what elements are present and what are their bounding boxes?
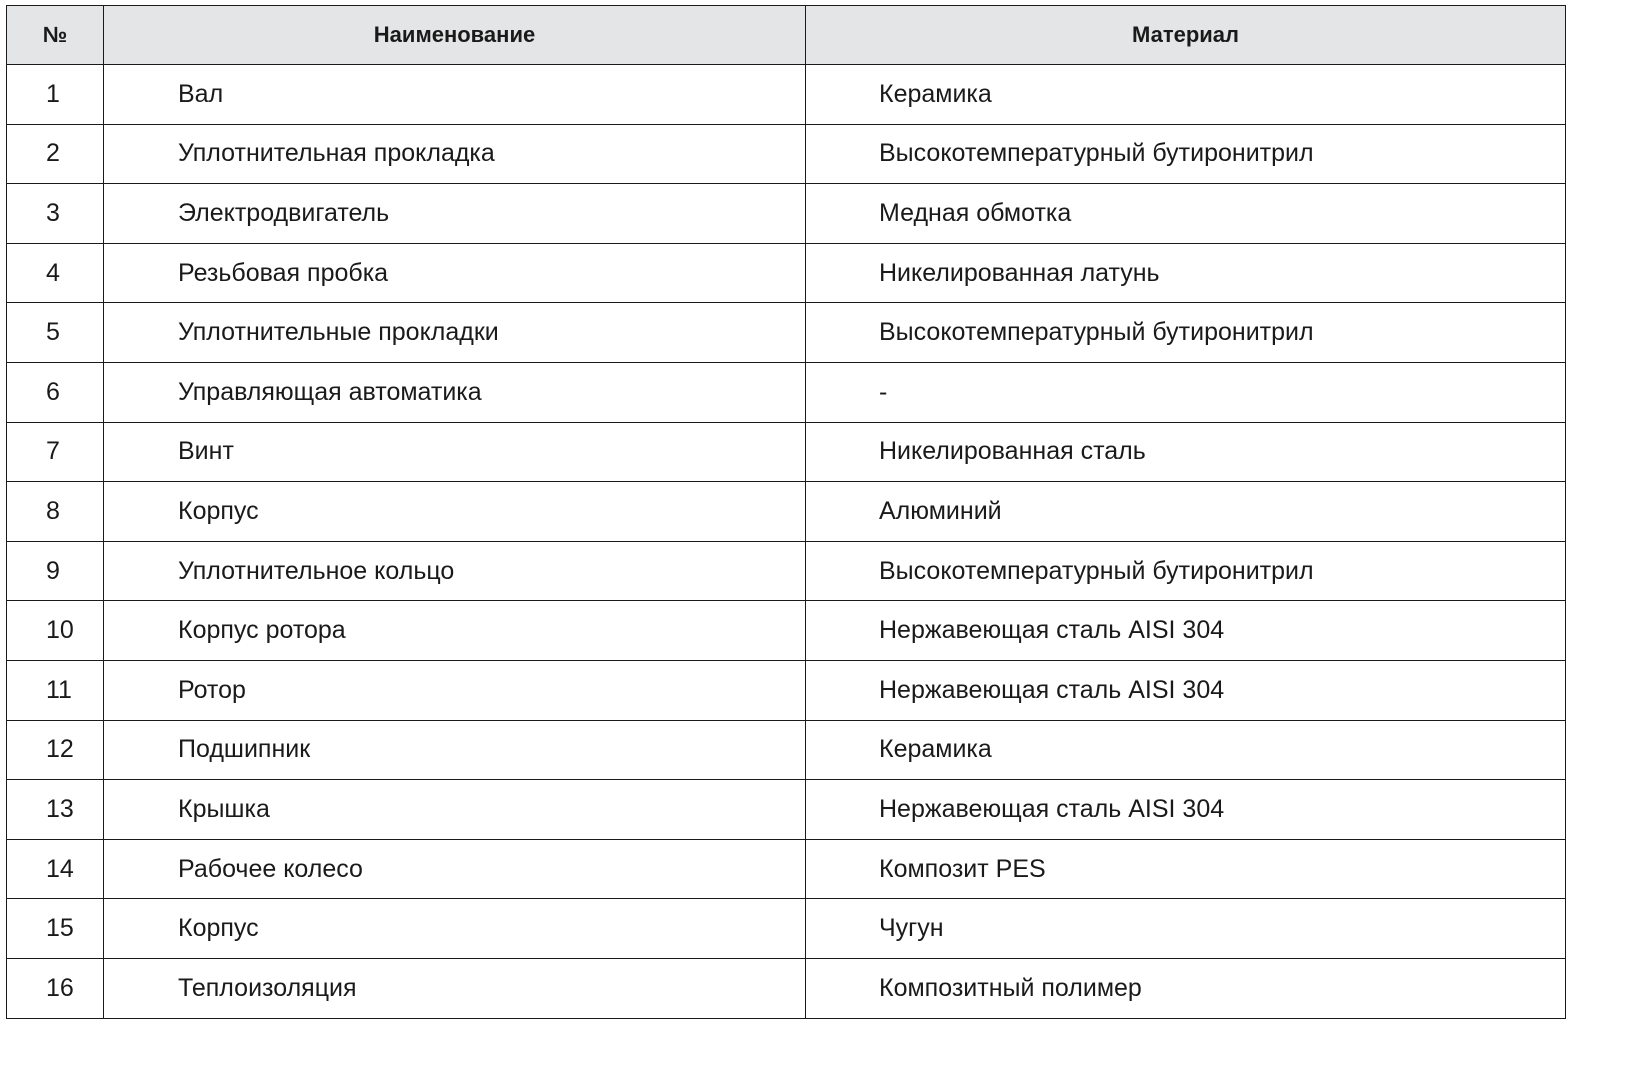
part-name: Уплотнительное кольцо: [104, 541, 806, 601]
row-number: 8: [7, 482, 104, 542]
part-material: Медная обмотка: [806, 184, 1566, 244]
row-number: 3: [7, 184, 104, 244]
part-material: Никелированная сталь: [806, 422, 1566, 482]
part-name: Рабочее колесо: [104, 839, 806, 899]
row-number: 1: [7, 65, 104, 125]
table-row: [7, 303, 1566, 363]
row-number: 12: [7, 720, 104, 780]
part-name: Корпус ротора: [104, 601, 806, 661]
part-material: Алюминий: [806, 482, 1566, 542]
part-material: Никелированная латунь: [806, 243, 1566, 303]
part-name: Винт: [104, 422, 806, 482]
row-number: 6: [7, 362, 104, 422]
table-row: [7, 780, 1566, 840]
part-material: Композит PES: [806, 839, 1566, 899]
table-row: [7, 482, 1566, 542]
parts-table: [6, 5, 1566, 1019]
row-number: 16: [7, 958, 104, 1018]
part-material: Нержавеющая сталь AISI 304: [806, 780, 1566, 840]
table-row: [7, 65, 1566, 125]
part-name: Корпус: [104, 482, 806, 542]
header-number: №: [7, 6, 104, 65]
part-name: Уплотнительная прокладка: [104, 124, 806, 184]
row-number: 4: [7, 243, 104, 303]
part-material: -: [806, 362, 1566, 422]
part-material: Композитный полимер: [806, 958, 1566, 1018]
part-name: Крышка: [104, 780, 806, 840]
part-name: Теплоизоляция: [104, 958, 806, 1018]
table-row: [7, 124, 1566, 184]
table-row: [7, 422, 1566, 482]
part-material: Нержавеющая сталь AISI 304: [806, 660, 1566, 720]
table-row: [7, 601, 1566, 661]
part-name: Управляющая автоматика: [104, 362, 806, 422]
part-name: Подшипник: [104, 720, 806, 780]
row-number: 7: [7, 422, 104, 482]
table-row: [7, 362, 1566, 422]
table-row: [7, 660, 1566, 720]
part-name: Уплотнительные прокладки: [104, 303, 806, 363]
part-name: Ротор: [104, 660, 806, 720]
table-row: [7, 958, 1566, 1018]
table-body: [7, 65, 1566, 1019]
header-row: [7, 6, 1566, 65]
header-name: Наименование: [104, 6, 806, 65]
table-row: [7, 839, 1566, 899]
part-material: Керамика: [806, 65, 1566, 125]
part-material: Высокотемпературный бутиронитрил: [806, 303, 1566, 363]
table-row: [7, 243, 1566, 303]
table-header: [7, 6, 1566, 65]
row-number: 9: [7, 541, 104, 601]
part-material: Чугун: [806, 899, 1566, 959]
row-number: 10: [7, 601, 104, 661]
part-material: Высокотемпературный бутиронитрил: [806, 541, 1566, 601]
header-material: Материал: [806, 6, 1566, 65]
row-number: 5: [7, 303, 104, 363]
part-name: Вал: [104, 65, 806, 125]
row-number: 2: [7, 124, 104, 184]
part-material: Керамика: [806, 720, 1566, 780]
row-number: 11: [7, 660, 104, 720]
part-name: Корпус: [104, 899, 806, 959]
part-name: Электродвигатель: [104, 184, 806, 244]
table-row: [7, 184, 1566, 244]
table-row: [7, 541, 1566, 601]
part-material: Высокотемпературный бутиронитрил: [806, 124, 1566, 184]
table-row: [7, 720, 1566, 780]
row-number: 13: [7, 780, 104, 840]
row-number: 14: [7, 839, 104, 899]
part-material: Нержавеющая сталь AISI 304: [806, 601, 1566, 661]
part-name: Резьбовая пробка: [104, 243, 806, 303]
table-row: [7, 899, 1566, 959]
row-number: 15: [7, 899, 104, 959]
